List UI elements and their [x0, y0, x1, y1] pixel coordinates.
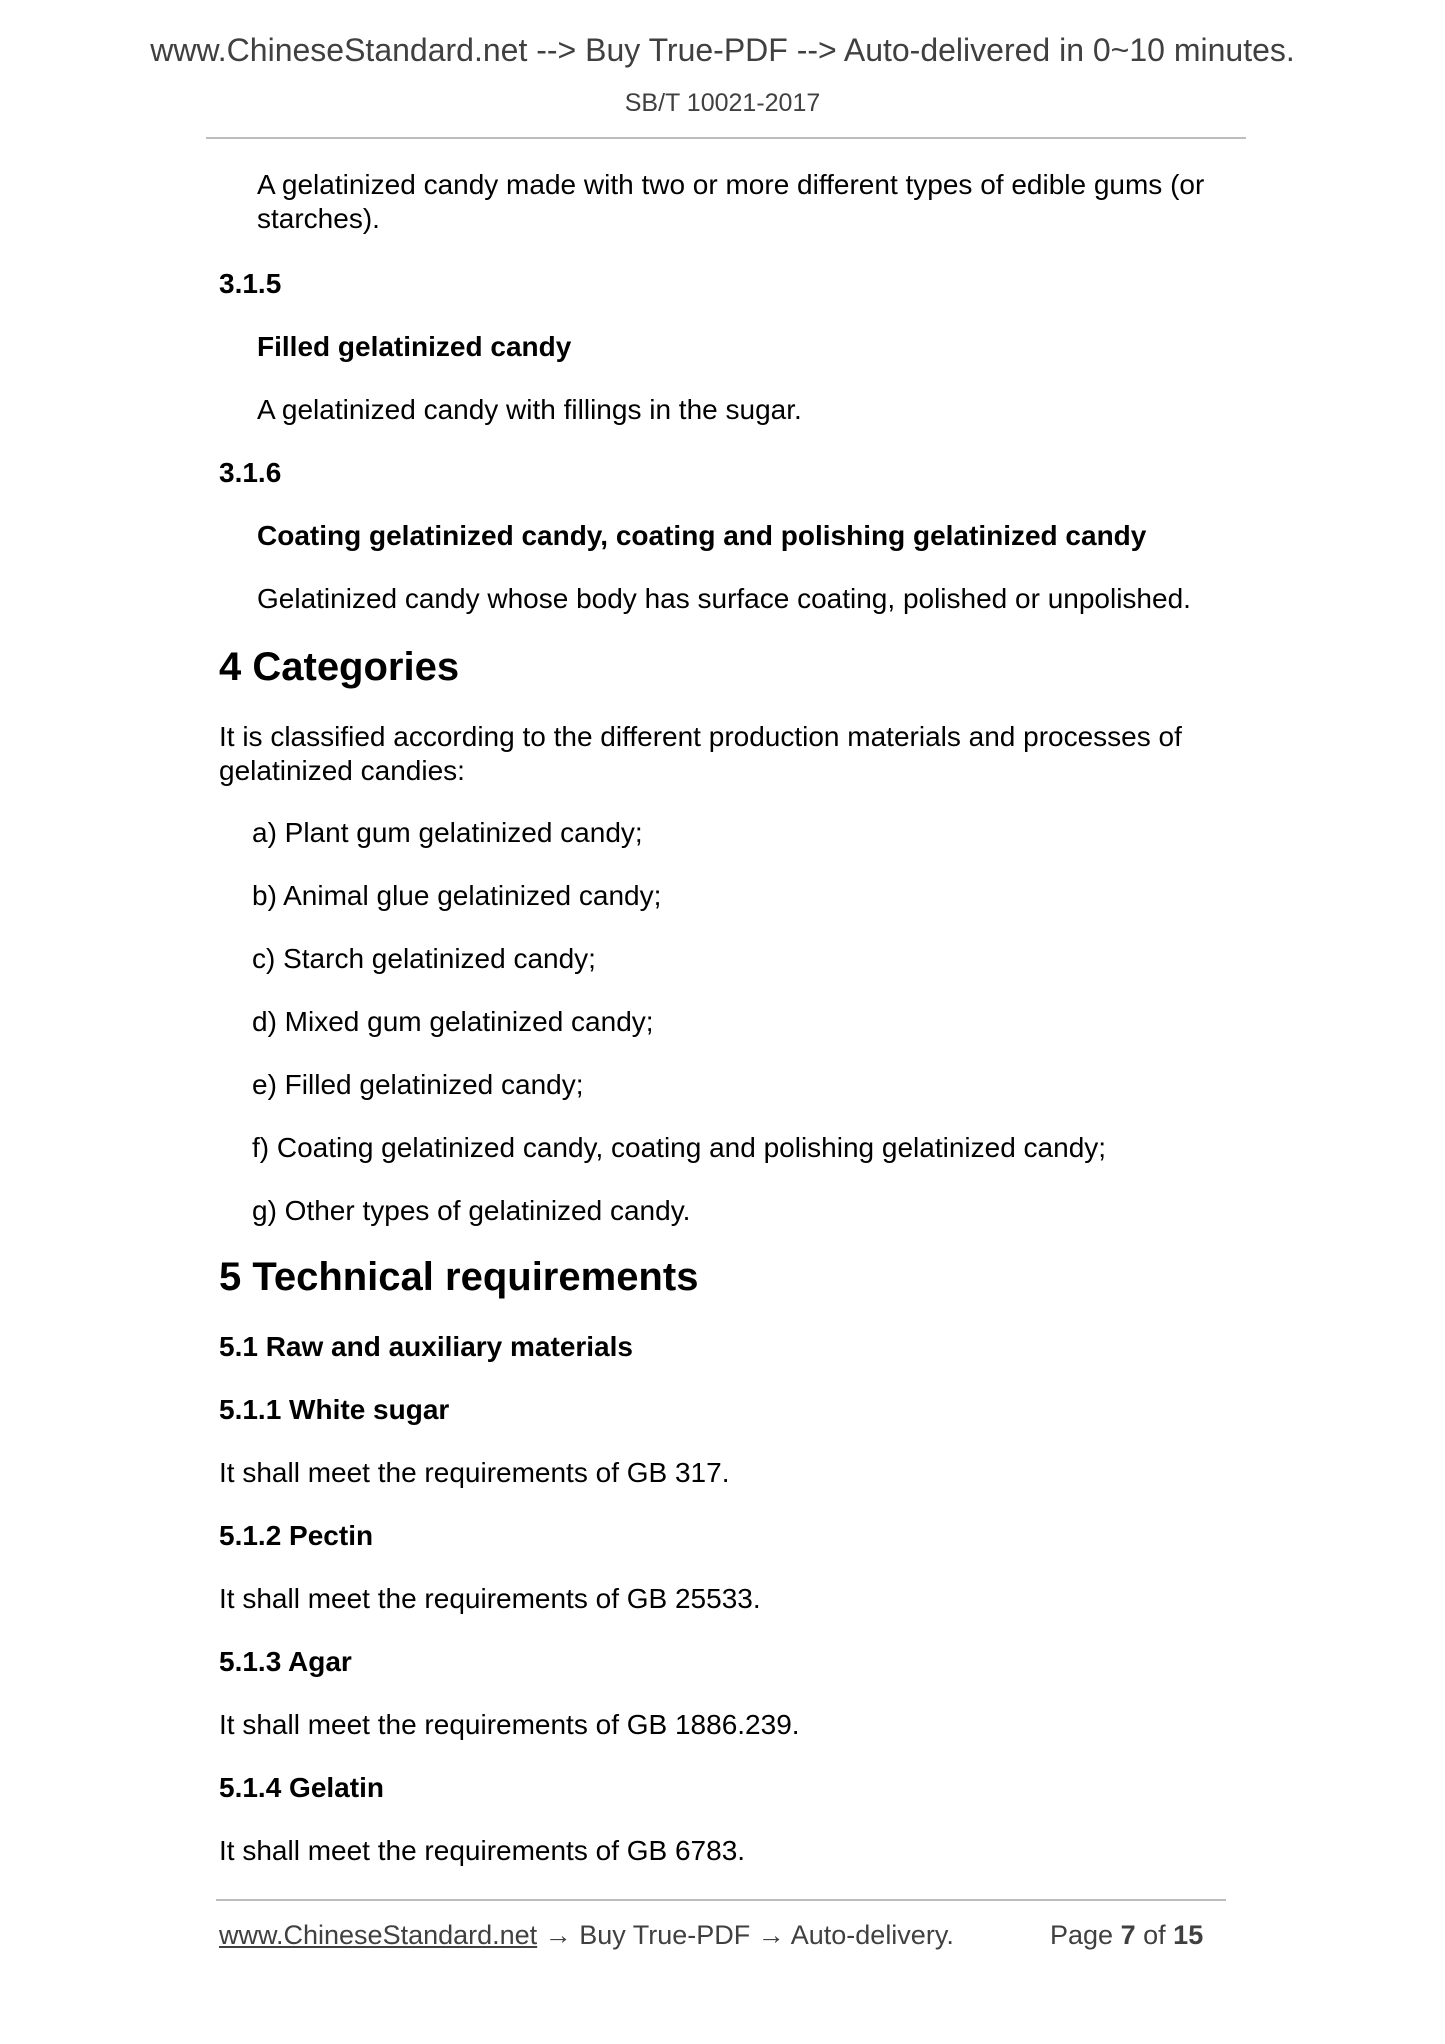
standard-code: SB/T 10021-2017	[624, 89, 821, 117]
section-5-1-1-text: It shall meet the requirements of GB 317.	[219, 1457, 730, 1488]
category-item-c: c) Starch gelatinized candy;	[252, 943, 596, 974]
category-item-a: a) Plant gum gelatinized candy;	[252, 817, 643, 848]
section-5-1-1-heading: 5.1.1 White sugar	[219, 1394, 450, 1425]
clause-3-1-5-number: 3.1.5	[219, 268, 282, 299]
clause-3-1-6-definition: Gelatinized candy whose body has surface coating, polished or unpolished.	[257, 583, 1191, 614]
section-5-1-4-text: It shall meet the requirements of GB 6783.	[219, 1835, 746, 1866]
category-item-g: g) Other types of gelatinized candy.	[252, 1195, 691, 1226]
footer-divider	[216, 1899, 1226, 1901]
page-label: Page	[1050, 1920, 1114, 1950]
footer-tagline: → Buy True-PDF → Auto-delivery.	[537, 1920, 954, 1950]
footer-left	[219, 1918, 954, 1952]
section-5-1-3-heading: 5.1.3 Agar	[219, 1646, 352, 1677]
page-total: 15	[1173, 1920, 1204, 1950]
section-4-intro: It is classified according to the different production materials and processes of gelatinized candies:	[219, 721, 1182, 786]
intro-paragraph: A gelatinized candy made with two or more different types of edible gums (or starches).	[257, 169, 1205, 234]
section-4-heading: 4 Categories	[219, 645, 460, 689]
category-item-f: f) Coating gelatinized candy, coating and polishing gelatinized candy;	[252, 1132, 1107, 1163]
section-5-1-3-text: It shall meet the requirements of GB 1886.239.	[219, 1709, 800, 1740]
clause-3-1-5-term: Filled gelatinized candy	[257, 331, 572, 362]
page-current: 7	[1120, 1920, 1136, 1950]
section-5-1-2-text: It shall meet the requirements of GB 25533.	[219, 1583, 761, 1614]
clause-3-1-6-number: 3.1.6	[219, 457, 282, 488]
page-of-label: of	[1143, 1920, 1166, 1950]
section-5-1-4-heading: 5.1.4 Gelatin	[219, 1772, 384, 1803]
category-item-b: b) Animal glue gelatinized candy;	[252, 880, 662, 911]
section-5-1-heading: 5.1 Raw and auxiliary materials	[219, 1331, 633, 1362]
section-5-heading: 5 Technical requirements	[219, 1255, 699, 1299]
clause-3-1-5-definition: A gelatinized candy with fillings in the sugar.	[257, 394, 802, 425]
site-banner: www.ChineseStandard.net --> Buy True-PDF --> Auto-delivered in 0~10 minutes.	[150, 32, 1295, 68]
section-5-1-2-heading: 5.1.2 Pectin	[219, 1520, 374, 1551]
category-item-e: e) Filled gelatinized candy;	[252, 1069, 584, 1100]
page-indicator	[1050, 1918, 1203, 1952]
footer-site-link[interactable]: www.ChineseStandard.net	[219, 1920, 538, 1950]
clause-3-1-6-term: Coating gelatinized candy, coating and polishing gelatinized candy	[257, 520, 1147, 551]
category-item-d: d) Mixed gum gelatinized candy;	[252, 1006, 654, 1037]
